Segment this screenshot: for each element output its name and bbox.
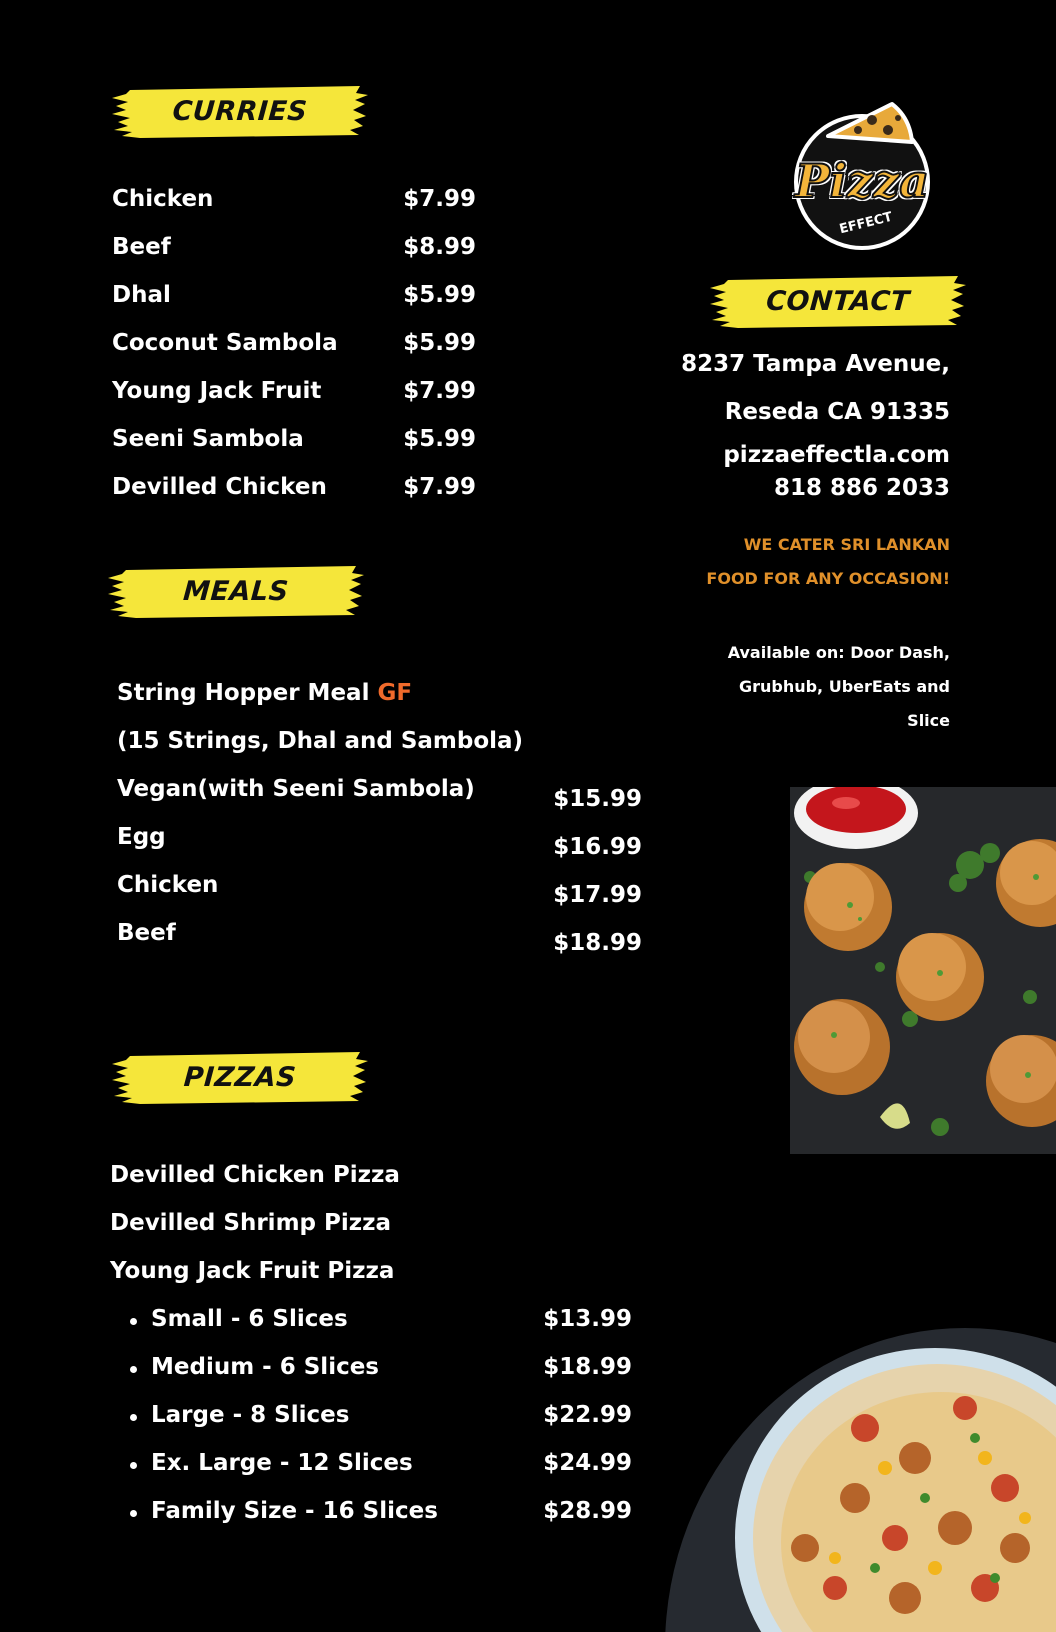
shrimp-pizza-image xyxy=(665,1328,1056,1632)
curry-price: $8.99 xyxy=(403,234,476,260)
catering-notice: WE CATER SRI LANKAN FOOD FOR ANY OCCASION! xyxy=(706,535,950,588)
phone-number[interactable]: 818 886 2033 xyxy=(773,475,950,501)
curry-name: Young Jack Fruit xyxy=(112,378,322,404)
curry-price: $7.99 xyxy=(403,474,476,500)
curry-price: $7.99 xyxy=(403,378,476,404)
meal-name: Beef xyxy=(117,920,176,946)
logo-sub: EFFECT xyxy=(838,209,894,238)
shrimp-pizza-photo xyxy=(665,1328,1056,1632)
pizza-size: Large - 8 Slices xyxy=(151,1402,350,1428)
fried-balls-photo xyxy=(790,787,1056,1154)
pizzas-header xyxy=(110,1046,370,1108)
bullet-icon xyxy=(130,1366,137,1373)
curry-price: $5.99 xyxy=(403,282,476,308)
meals-title: MEALS xyxy=(182,575,290,607)
curry-price: $7.99 xyxy=(403,186,476,212)
contact-title: CONTACT xyxy=(765,285,911,317)
curries-header xyxy=(110,80,370,142)
curry-name: Coconut Sambola xyxy=(112,330,338,356)
pizza-size: Small - 6 Slices xyxy=(151,1306,348,1332)
meal-price: $16.99 xyxy=(553,834,642,860)
pizza-type: Devilled Shrimp Pizza xyxy=(110,1210,392,1236)
contact-header xyxy=(708,270,968,332)
pizza-price: $24.99 xyxy=(543,1450,632,1476)
pizza-effect-logo xyxy=(780,96,944,256)
address-line-2: Reseda CA 91335 xyxy=(724,399,950,425)
pizza-price: $28.99 xyxy=(543,1498,632,1524)
meal-price: $15.99 xyxy=(553,786,642,812)
meal-name: Vegan(with Seeni Sambola) xyxy=(117,776,475,802)
meals-header xyxy=(106,560,366,622)
pizza-size: Ex. Large - 12 Slices xyxy=(151,1450,413,1476)
curry-price: $5.99 xyxy=(403,330,476,356)
pizza-size: Family Size - 16 Slices xyxy=(151,1498,438,1524)
pizza-price: $13.99 xyxy=(543,1306,632,1332)
meal-subheading: (15 Strings, Dhal and Sambola) xyxy=(117,728,524,754)
pizza-size: Medium - 6 Slices xyxy=(151,1354,380,1380)
curry-name: Beef xyxy=(112,234,171,260)
pizzas-title: PIZZAS xyxy=(182,1061,298,1093)
meal-heading xyxy=(117,680,412,706)
address-line-1: 8237 Tampa Avenue, xyxy=(681,351,950,377)
logo-word: Pizza xyxy=(794,154,930,208)
meal-price: $17.99 xyxy=(553,882,642,908)
delivery-availability: Available on: Door Dash, Grubhub, UberEats and Slice xyxy=(727,643,950,730)
website-link[interactable]: pizzaeffectla.com xyxy=(723,442,950,468)
curry-name: Dhal xyxy=(112,282,171,308)
pizza-price: $22.99 xyxy=(543,1402,632,1428)
pizza-type: Young Jack Fruit Pizza xyxy=(110,1258,395,1284)
bullet-icon xyxy=(130,1462,137,1469)
curry-name: Devilled Chicken xyxy=(112,474,327,500)
bullet-icon xyxy=(130,1318,137,1325)
pizza-price: $18.99 xyxy=(543,1354,632,1380)
meal-price: $18.99 xyxy=(553,930,642,956)
bullet-icon xyxy=(130,1510,137,1517)
meal-heading-text: String Hopper Meal xyxy=(117,680,370,706)
meal-name: Chicken xyxy=(117,872,219,898)
curry-price: $5.99 xyxy=(403,426,476,452)
curries-title: CURRIES xyxy=(171,95,309,127)
bullet-icon xyxy=(130,1414,137,1421)
curry-name: Chicken xyxy=(112,186,214,212)
fried-balls-image xyxy=(790,787,1056,1154)
meal-name: Egg xyxy=(117,824,166,850)
pizza-type: Devilled Chicken Pizza xyxy=(110,1162,400,1188)
curry-name: Seeni Sambola xyxy=(112,426,304,452)
gluten-free-badge: GF xyxy=(377,680,413,706)
